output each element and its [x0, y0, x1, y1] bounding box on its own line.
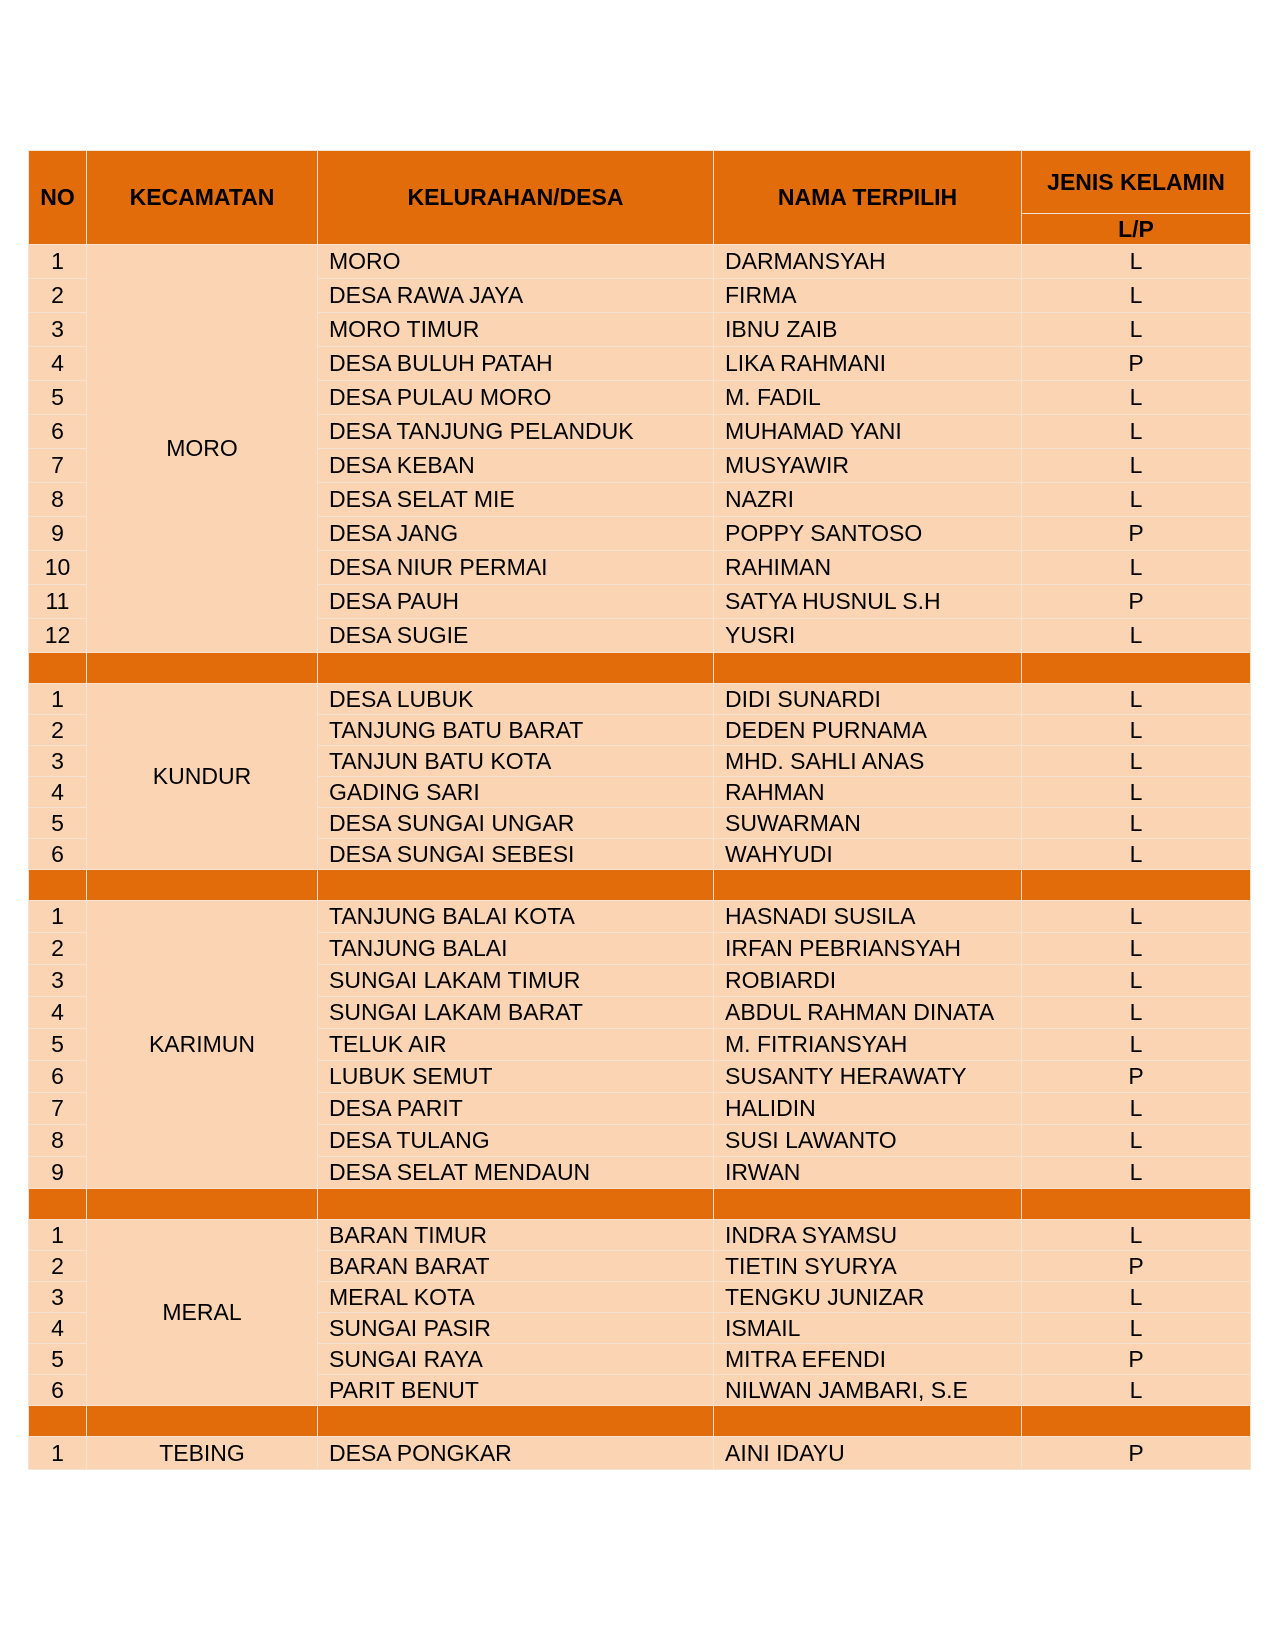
- separator-cell: [1022, 1406, 1251, 1437]
- cell-jenis-kelamin: L: [1022, 997, 1251, 1029]
- cell-kelurahan-desa: SUNGAI PASIR: [318, 1313, 714, 1344]
- separator-cell: [87, 653, 318, 684]
- cell-no: 12: [29, 619, 87, 653]
- cell-nama-terpilih: SUWARMAN: [714, 808, 1022, 839]
- cell-jenis-kelamin: P: [1022, 1437, 1251, 1470]
- cell-kelurahan-desa: DESA PONGKAR: [318, 1437, 714, 1470]
- cell-nama-terpilih: MUSYAWIR: [714, 449, 1022, 483]
- cell-jenis-kelamin: L: [1022, 746, 1251, 777]
- header-kecamatan: KECAMATAN: [87, 151, 318, 245]
- cell-no: 2: [29, 933, 87, 965]
- cell-jenis-kelamin: L: [1022, 1093, 1251, 1125]
- separator-cell: [318, 1189, 714, 1220]
- cell-no: 4: [29, 1313, 87, 1344]
- cell-no: 4: [29, 777, 87, 808]
- cell-nama-terpilih: POPPY SANTOSO: [714, 517, 1022, 551]
- cell-kelurahan-desa: LUBUK SEMUT: [318, 1061, 714, 1093]
- separator-cell: [714, 1406, 1022, 1437]
- cell-nama-terpilih: NILWAN JAMBARI, S.E: [714, 1375, 1022, 1406]
- elected-officials-table: [28, 150, 1251, 1470]
- cell-jenis-kelamin: L: [1022, 483, 1251, 517]
- cell-kelurahan-desa: DESA PULAU MORO: [318, 381, 714, 415]
- separator-cell: [29, 653, 87, 684]
- cell-kelurahan-desa: DESA NIUR PERMAI: [318, 551, 714, 585]
- header-no: NO: [29, 151, 87, 245]
- cell-no: 6: [29, 839, 87, 870]
- cell-nama-terpilih: TENGKU JUNIZAR: [714, 1282, 1022, 1313]
- separator-cell: [29, 870, 87, 901]
- group-separator-row: [29, 870, 1251, 901]
- cell-jenis-kelamin: P: [1022, 347, 1251, 381]
- cell-kecamatan: TEBING: [87, 1437, 318, 1470]
- cell-jenis-kelamin: L: [1022, 1313, 1251, 1344]
- separator-cell: [714, 653, 1022, 684]
- separator-cell: [1022, 653, 1251, 684]
- cell-kelurahan-desa: PARIT BENUT: [318, 1375, 714, 1406]
- cell-nama-terpilih: ISMAIL: [714, 1313, 1022, 1344]
- cell-kelurahan-desa: DESA BULUH PATAH: [318, 347, 714, 381]
- cell-nama-terpilih: LIKA RAHMANI: [714, 347, 1022, 381]
- cell-kelurahan-desa: BARAN TIMUR: [318, 1220, 714, 1251]
- cell-no: 9: [29, 1157, 87, 1189]
- cell-no: 2: [29, 715, 87, 746]
- group-separator-row: [29, 653, 1251, 684]
- cell-nama-terpilih: HASNADI SUSILA: [714, 901, 1022, 933]
- cell-kelurahan-desa: DESA SUNGAI SEBESI: [318, 839, 714, 870]
- cell-no: 3: [29, 1282, 87, 1313]
- cell-kelurahan-desa: DESA SUGIE: [318, 619, 714, 653]
- cell-nama-terpilih: INDRA SYAMSU: [714, 1220, 1022, 1251]
- cell-nama-terpilih: FIRMA: [714, 279, 1022, 313]
- header-jenis-kelamin: JENIS KELAMIN: [1022, 151, 1251, 214]
- cell-kelurahan-desa: TANJUNG BATU BARAT: [318, 715, 714, 746]
- cell-no: 1: [29, 684, 87, 715]
- cell-kecamatan: KARIMUN: [87, 901, 318, 1189]
- cell-jenis-kelamin: L: [1022, 1125, 1251, 1157]
- separator-cell: [87, 870, 318, 901]
- cell-jenis-kelamin: L: [1022, 1375, 1251, 1406]
- cell-jenis-kelamin: L: [1022, 381, 1251, 415]
- cell-no: 6: [29, 1061, 87, 1093]
- cell-no: 6: [29, 1375, 87, 1406]
- cell-nama-terpilih: IRFAN PEBRIANSYAH: [714, 933, 1022, 965]
- cell-nama-terpilih: WAHYUDI: [714, 839, 1022, 870]
- cell-kelurahan-desa: DESA LUBUK: [318, 684, 714, 715]
- cell-no: 11: [29, 585, 87, 619]
- cell-no: 6: [29, 415, 87, 449]
- cell-jenis-kelamin: L: [1022, 415, 1251, 449]
- cell-no: 9: [29, 517, 87, 551]
- separator-cell: [87, 1406, 318, 1437]
- cell-kelurahan-desa: MORO TIMUR: [318, 313, 714, 347]
- cell-nama-terpilih: MHD. SAHLI ANAS: [714, 746, 1022, 777]
- cell-no: 5: [29, 381, 87, 415]
- cell-no: 4: [29, 347, 87, 381]
- cell-nama-terpilih: TIETIN SYURYA: [714, 1251, 1022, 1282]
- cell-nama-terpilih: AINI IDAYU: [714, 1437, 1022, 1470]
- cell-kecamatan: MORO: [87, 245, 318, 653]
- cell-no: 8: [29, 483, 87, 517]
- cell-jenis-kelamin: L: [1022, 808, 1251, 839]
- cell-jenis-kelamin: L: [1022, 901, 1251, 933]
- cell-nama-terpilih: IBNU ZAIB: [714, 313, 1022, 347]
- header-lp: L/P: [1022, 214, 1251, 245]
- table-body: [29, 245, 1251, 1470]
- cell-no: 1: [29, 245, 87, 279]
- cell-jenis-kelamin: P: [1022, 517, 1251, 551]
- cell-jenis-kelamin: L: [1022, 1029, 1251, 1061]
- cell-jenis-kelamin: P: [1022, 1344, 1251, 1375]
- table-row: [29, 684, 1251, 715]
- cell-jenis-kelamin: P: [1022, 1061, 1251, 1093]
- cell-jenis-kelamin: L: [1022, 715, 1251, 746]
- cell-kelurahan-desa: MORO: [318, 245, 714, 279]
- cell-nama-terpilih: DARMANSYAH: [714, 245, 1022, 279]
- cell-nama-terpilih: RAHIMAN: [714, 551, 1022, 585]
- separator-cell: [318, 653, 714, 684]
- cell-kelurahan-desa: DESA PAUH: [318, 585, 714, 619]
- cell-kelurahan-desa: BARAN BARAT: [318, 1251, 714, 1282]
- cell-no: 5: [29, 808, 87, 839]
- cell-jenis-kelamin: L: [1022, 313, 1251, 347]
- cell-no: 10: [29, 551, 87, 585]
- cell-no: 3: [29, 746, 87, 777]
- cell-kelurahan-desa: DESA SUNGAI UNGAR: [318, 808, 714, 839]
- separator-cell: [714, 870, 1022, 901]
- separator-cell: [1022, 870, 1251, 901]
- cell-kelurahan-desa: DESA TANJUNG PELANDUK: [318, 415, 714, 449]
- separator-cell: [1022, 1189, 1251, 1220]
- cell-jenis-kelamin: L: [1022, 619, 1251, 653]
- separator-cell: [318, 870, 714, 901]
- cell-no: 5: [29, 1344, 87, 1375]
- cell-jenis-kelamin: L: [1022, 777, 1251, 808]
- cell-kelurahan-desa: TANJUN BATU KOTA: [318, 746, 714, 777]
- cell-jenis-kelamin: L: [1022, 245, 1251, 279]
- cell-no: 8: [29, 1125, 87, 1157]
- cell-kelurahan-desa: TANJUNG BALAI KOTA: [318, 901, 714, 933]
- separator-cell: [318, 1406, 714, 1437]
- cell-jenis-kelamin: L: [1022, 839, 1251, 870]
- group-separator-row: [29, 1406, 1251, 1437]
- cell-nama-terpilih: SATYA HUSNUL S.H: [714, 585, 1022, 619]
- cell-kelurahan-desa: DESA SELAT MIE: [318, 483, 714, 517]
- table-row: [29, 901, 1251, 933]
- cell-no: 5: [29, 1029, 87, 1061]
- cell-kelurahan-desa: DESA RAWA JAYA: [318, 279, 714, 313]
- cell-nama-terpilih: SUSANTY HERAWATY: [714, 1061, 1022, 1093]
- cell-no: 1: [29, 901, 87, 933]
- cell-nama-terpilih: M. FITRIANSYAH: [714, 1029, 1022, 1061]
- cell-kelurahan-desa: DESA SELAT MENDAUN: [318, 1157, 714, 1189]
- cell-jenis-kelamin: L: [1022, 551, 1251, 585]
- cell-no: 2: [29, 279, 87, 313]
- cell-no: 3: [29, 313, 87, 347]
- cell-kelurahan-desa: TELUK AIR: [318, 1029, 714, 1061]
- cell-kecamatan: MERAL: [87, 1220, 318, 1406]
- cell-kelurahan-desa: SUNGAI RAYA: [318, 1344, 714, 1375]
- cell-nama-terpilih: DIDI SUNARDI: [714, 684, 1022, 715]
- cell-kelurahan-desa: GADING SARI: [318, 777, 714, 808]
- cell-no: 3: [29, 965, 87, 997]
- cell-nama-terpilih: MUHAMAD YANI: [714, 415, 1022, 449]
- cell-nama-terpilih: M. FADIL: [714, 381, 1022, 415]
- cell-kelurahan-desa: TANJUNG BALAI: [318, 933, 714, 965]
- table-header: [29, 151, 1251, 245]
- cell-jenis-kelamin: L: [1022, 684, 1251, 715]
- cell-jenis-kelamin: L: [1022, 1282, 1251, 1313]
- cell-jenis-kelamin: L: [1022, 449, 1251, 483]
- cell-jenis-kelamin: L: [1022, 1157, 1251, 1189]
- table-row: [29, 245, 1251, 279]
- cell-kecamatan: KUNDUR: [87, 684, 318, 870]
- cell-nama-terpilih: HALIDIN: [714, 1093, 1022, 1125]
- cell-nama-terpilih: DEDEN PURNAMA: [714, 715, 1022, 746]
- separator-cell: [29, 1406, 87, 1437]
- table-row: [29, 1220, 1251, 1251]
- cell-kelurahan-desa: MERAL KOTA: [318, 1282, 714, 1313]
- cell-no: 7: [29, 1093, 87, 1125]
- cell-jenis-kelamin: L: [1022, 933, 1251, 965]
- header-nama-terpilih: NAMA TERPILIH: [714, 151, 1022, 245]
- cell-kelurahan-desa: SUNGAI LAKAM TIMUR: [318, 965, 714, 997]
- cell-jenis-kelamin: P: [1022, 585, 1251, 619]
- cell-kelurahan-desa: DESA PARIT: [318, 1093, 714, 1125]
- table-row: [29, 1437, 1251, 1470]
- separator-cell: [87, 1189, 318, 1220]
- cell-no: 2: [29, 1251, 87, 1282]
- group-separator-row: [29, 1189, 1251, 1220]
- cell-jenis-kelamin: L: [1022, 279, 1251, 313]
- cell-no: 4: [29, 997, 87, 1029]
- cell-nama-terpilih: RAHMAN: [714, 777, 1022, 808]
- cell-nama-terpilih: ROBIARDI: [714, 965, 1022, 997]
- header-kelurahan-desa: KELURAHAN/DESA: [318, 151, 714, 245]
- cell-kelurahan-desa: DESA TULANG: [318, 1125, 714, 1157]
- cell-kelurahan-desa: SUNGAI LAKAM BARAT: [318, 997, 714, 1029]
- cell-nama-terpilih: IRWAN: [714, 1157, 1022, 1189]
- cell-jenis-kelamin: P: [1022, 1251, 1251, 1282]
- cell-no: 7: [29, 449, 87, 483]
- separator-cell: [714, 1189, 1022, 1220]
- cell-kelurahan-desa: DESA JANG: [318, 517, 714, 551]
- cell-jenis-kelamin: L: [1022, 965, 1251, 997]
- separator-cell: [29, 1189, 87, 1220]
- cell-nama-terpilih: ABDUL RAHMAN DINATA: [714, 997, 1022, 1029]
- cell-kelurahan-desa: DESA KEBAN: [318, 449, 714, 483]
- cell-jenis-kelamin: L: [1022, 1220, 1251, 1251]
- cell-no: 1: [29, 1220, 87, 1251]
- cell-nama-terpilih: NAZRI: [714, 483, 1022, 517]
- cell-no: 1: [29, 1437, 87, 1470]
- cell-nama-terpilih: SUSI LAWANTO: [714, 1125, 1022, 1157]
- cell-nama-terpilih: YUSRI: [714, 619, 1022, 653]
- cell-nama-terpilih: MITRA EFENDI: [714, 1344, 1022, 1375]
